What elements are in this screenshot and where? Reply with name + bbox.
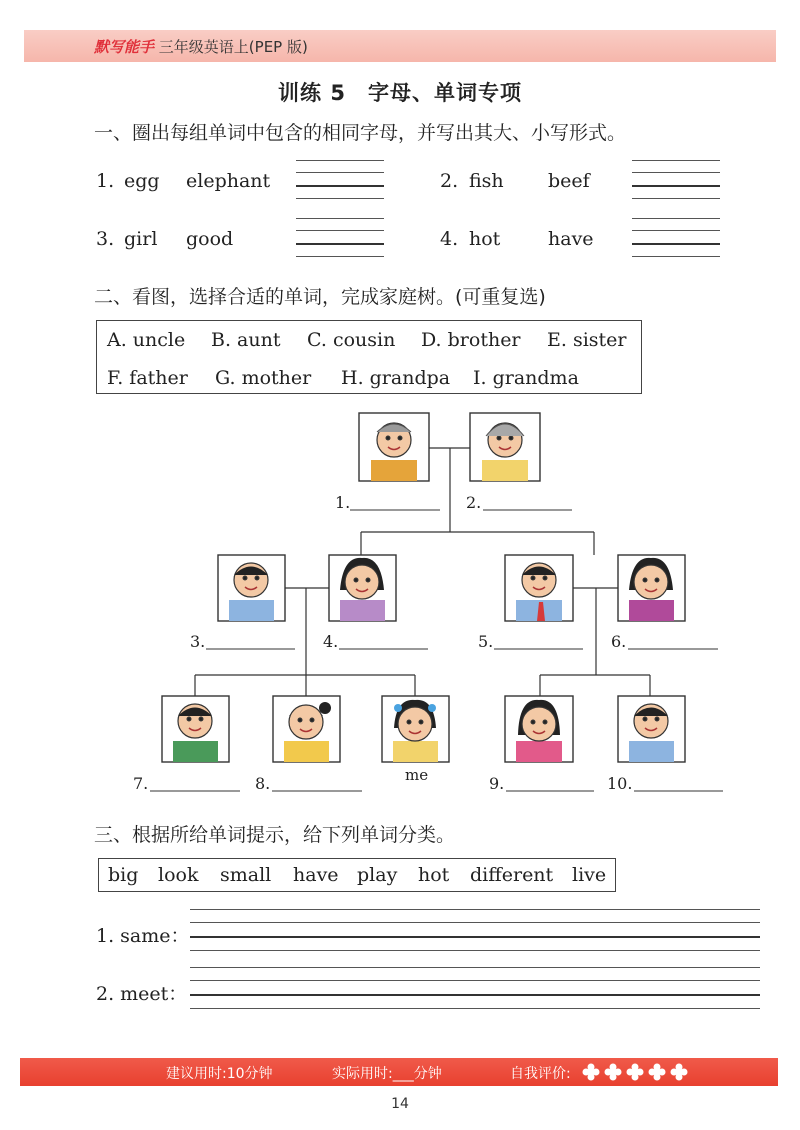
group-number: 2.: [440, 170, 459, 192]
blank-label-4: 4.: [323, 632, 339, 651]
woman-portrait-icon: [329, 555, 396, 621]
blank-label-6: 6.: [611, 632, 627, 651]
option-aunt: B. aunt: [211, 329, 281, 351]
flower-icon: [583, 1064, 600, 1081]
section3-heading: 三、根据所给单词提示，给下列单词分类。: [94, 824, 456, 846]
flower-icon: [605, 1064, 622, 1081]
page-number: 14: [391, 1096, 409, 1112]
man-tie-portrait-icon: [505, 555, 573, 621]
brand-title: 默写能手: [94, 38, 155, 56]
blank-label-1: 1.: [335, 493, 351, 512]
word-bank-item: big: [108, 864, 139, 886]
group-word: fish: [469, 170, 504, 192]
option-mother: G. mother: [215, 367, 312, 389]
rating-flowers[interactable]: [582, 1063, 692, 1081]
option-brother: D. brother: [421, 329, 521, 351]
group-number: 3.: [96, 228, 115, 250]
group-word: elephant: [186, 170, 271, 192]
grandma-portrait-icon: [470, 413, 540, 481]
boy-portrait-icon: [618, 696, 685, 762]
family-tree: [0, 400, 800, 810]
flower-icon: [671, 1064, 688, 1081]
option-sister: E. sister: [547, 329, 627, 351]
blank-label-3: 3.: [190, 632, 206, 651]
header-band: [24, 30, 776, 62]
grandpa-portrait-icon: [359, 413, 429, 481]
word-bank-item: small: [220, 864, 272, 886]
option-uncle: A. uncle: [107, 329, 186, 351]
option-grandpa: H. grandpa: [341, 367, 451, 389]
group-number: 1.: [96, 170, 115, 192]
word-bank-item: have: [293, 864, 339, 886]
options-box: [96, 320, 642, 394]
word-bank: [98, 858, 616, 892]
word-bank-item: play: [357, 864, 398, 886]
blank-label-10: 10.: [607, 774, 633, 793]
option-grandma: I. grandma: [473, 367, 579, 389]
section1-heading: 一、圈出每组单词中包含的相同字母，并写出其大、小写形式。: [94, 122, 627, 144]
group-word: girl: [124, 228, 158, 250]
group-word: have: [548, 228, 594, 250]
suggested-time: 建议用时:10分钟: [166, 1066, 273, 1082]
classify-label-meet: 2. meet：: [96, 983, 188, 1005]
blank-label-2: 2.: [466, 493, 482, 512]
girl-portrait-icon: [505, 696, 573, 762]
blank-label-8: 8.: [255, 774, 271, 793]
girl-me-portrait-icon: [382, 696, 449, 762]
blank-label-7: 7.: [133, 774, 149, 793]
self-evaluation-label: 自我评价:: [510, 1066, 571, 1082]
flower-icon: [627, 1064, 644, 1081]
girl-ponytail-portrait-icon: [273, 696, 340, 762]
group-word: beef: [548, 170, 590, 192]
classify-label-same: 1. same：: [96, 925, 190, 947]
blank-label-9: 9.: [489, 774, 505, 793]
word-bank-item: hot: [418, 864, 450, 886]
word-bank-item: different: [470, 864, 554, 886]
option-cousin: C. cousin: [307, 329, 396, 351]
word-bank-item: look: [158, 864, 199, 886]
actual-time: 实际用时:___分钟: [332, 1066, 442, 1082]
blank-label-5: 5.: [478, 632, 494, 651]
group-word: good: [186, 228, 234, 250]
group-number: 4.: [440, 228, 459, 250]
woman-portrait-icon: [618, 555, 685, 621]
group-word: egg: [124, 170, 160, 192]
header-text: [94, 36, 308, 57]
flower-icon: [649, 1064, 666, 1081]
man-portrait-icon: [218, 555, 285, 621]
footer-bar: [20, 1058, 778, 1086]
boy-portrait-icon: [162, 696, 229, 762]
me-label: me: [405, 766, 429, 784]
group-word: hot: [469, 228, 501, 250]
option-father: F. father: [107, 367, 188, 389]
page-title: 训练 5 字母、单词专项: [278, 81, 522, 105]
word-bank-item: live: [572, 864, 607, 886]
section2-heading: 二、看图，选择合适的单词，完成家庭树。(可重复选): [94, 286, 546, 308]
book-subtitle: 三年级英语上(PEP 版): [158, 38, 308, 56]
